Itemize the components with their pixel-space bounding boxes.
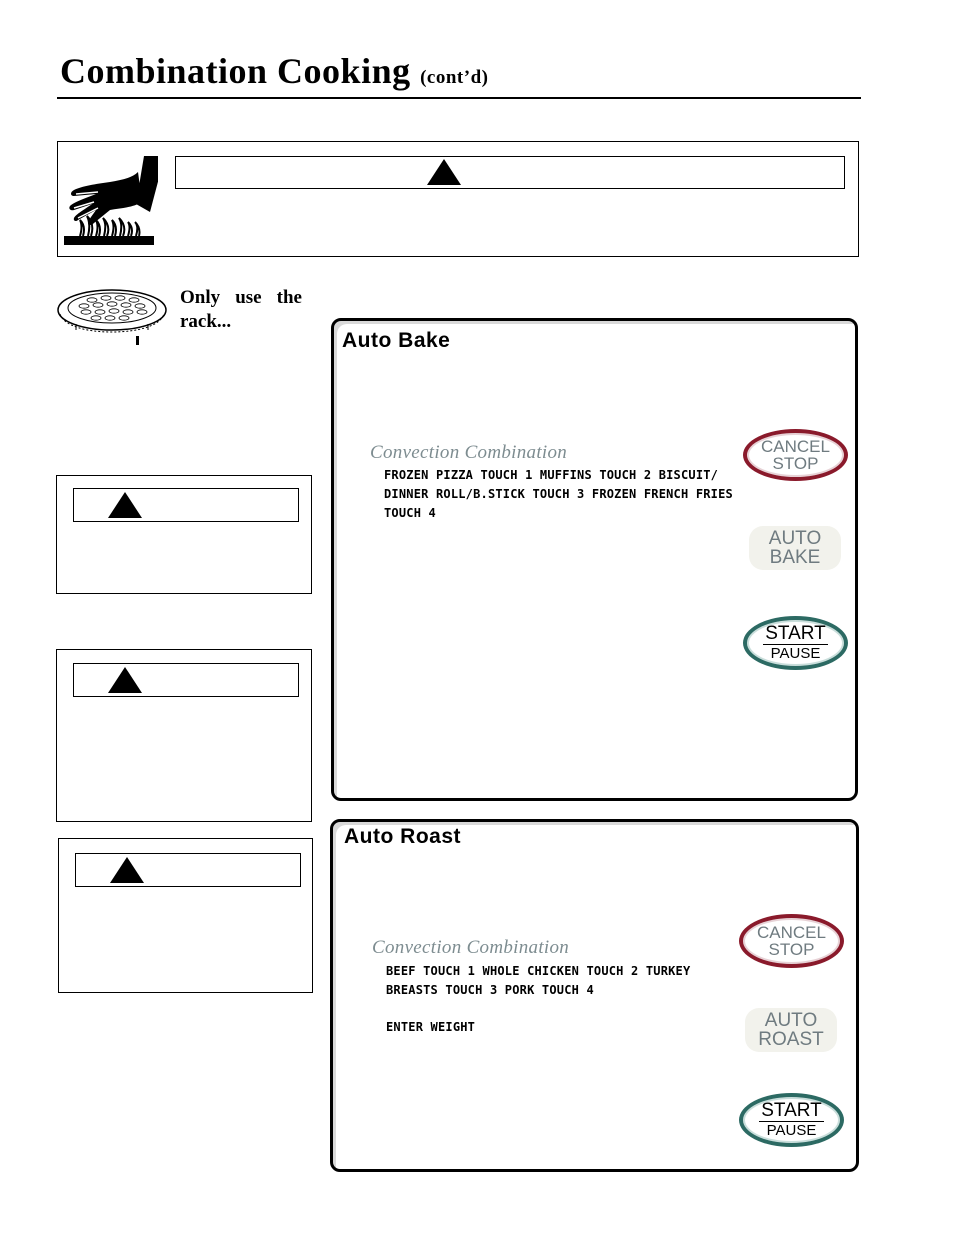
oven-rack-icon (56, 284, 172, 348)
enter-weight-prompt: ENTER WEIGHT (386, 1020, 476, 1034)
rack-note-line-2: rack... (180, 311, 232, 332)
stop-label: STOP (768, 940, 815, 959)
cancel-label: CANCEL (761, 437, 830, 456)
auto-bake-title: Auto Bake (342, 329, 451, 352)
auto-roast-title: Auto Roast (344, 825, 461, 848)
auto-bake-instructions (384, 466, 733, 523)
pause-label: PAUSE (770, 645, 821, 662)
header-divider (57, 97, 861, 99)
auto-bake-mode-label: Convection Combination (370, 442, 568, 463)
auto-roast-start-pause-button[interactable] (739, 1093, 844, 1147)
pause-label: PAUSE (766, 1122, 817, 1139)
warning-banner-2 (73, 663, 299, 697)
auto-roast-mode-label: Convection Combination (372, 937, 570, 958)
rack-note (180, 286, 302, 334)
auto-label: AUTO (764, 1010, 818, 1031)
warning-triangle-icon (108, 667, 142, 693)
auto-bake-instruction-line: TOUCH 4 (384, 506, 436, 520)
auto-roast-button[interactable] (745, 1008, 837, 1052)
auto-bake-instruction-line: FROZEN PIZZA TOUCH 1 MUFFINS TOUCH 2 BISCUIT/ (384, 468, 719, 482)
auto-roast-instruction-line: BREASTS TOUCH 3 PORK TOUCH 4 (386, 983, 594, 997)
auto-bake-start-pause-button[interactable] (743, 616, 848, 670)
rack-note-line-1: Only use the (180, 287, 302, 308)
bake-label: BAKE (769, 547, 821, 568)
caution-banner-top (175, 156, 845, 189)
auto-label: AUTO (768, 528, 822, 549)
auto-bake-button[interactable] (749, 526, 841, 570)
warning-triangle-icon (110, 857, 144, 883)
start-label: START (761, 1100, 822, 1121)
warning-banner-3 (75, 853, 301, 887)
warning-triangle-icon (108, 492, 142, 518)
auto-roast-cancel-stop-button[interactable] (739, 914, 844, 968)
page-title (60, 50, 488, 92)
hand-hot-surface-icon (62, 152, 158, 248)
roast-label: ROAST (758, 1029, 824, 1050)
auto-roast-instruction-line: BEEF TOUCH 1 WHOLE CHICKEN TOUCH 2 TURKEY (386, 964, 691, 978)
stop-label: STOP (772, 454, 819, 473)
cancel-label: CANCEL (757, 923, 826, 942)
start-label: START (765, 623, 826, 644)
warning-banner-1 (73, 488, 299, 522)
auto-roast-instructions (386, 962, 690, 1000)
auto-bake-instruction-line: DINNER ROLL/B.STICK TOUCH 3 FROZEN FRENCH FRIES (384, 487, 733, 501)
auto-bake-cancel-stop-button[interactable] (743, 429, 848, 481)
page-subtitle: (cont’d) (420, 67, 489, 88)
page-title-text: Combination Cooking (60, 51, 411, 91)
warning-triangle-icon (427, 159, 461, 185)
